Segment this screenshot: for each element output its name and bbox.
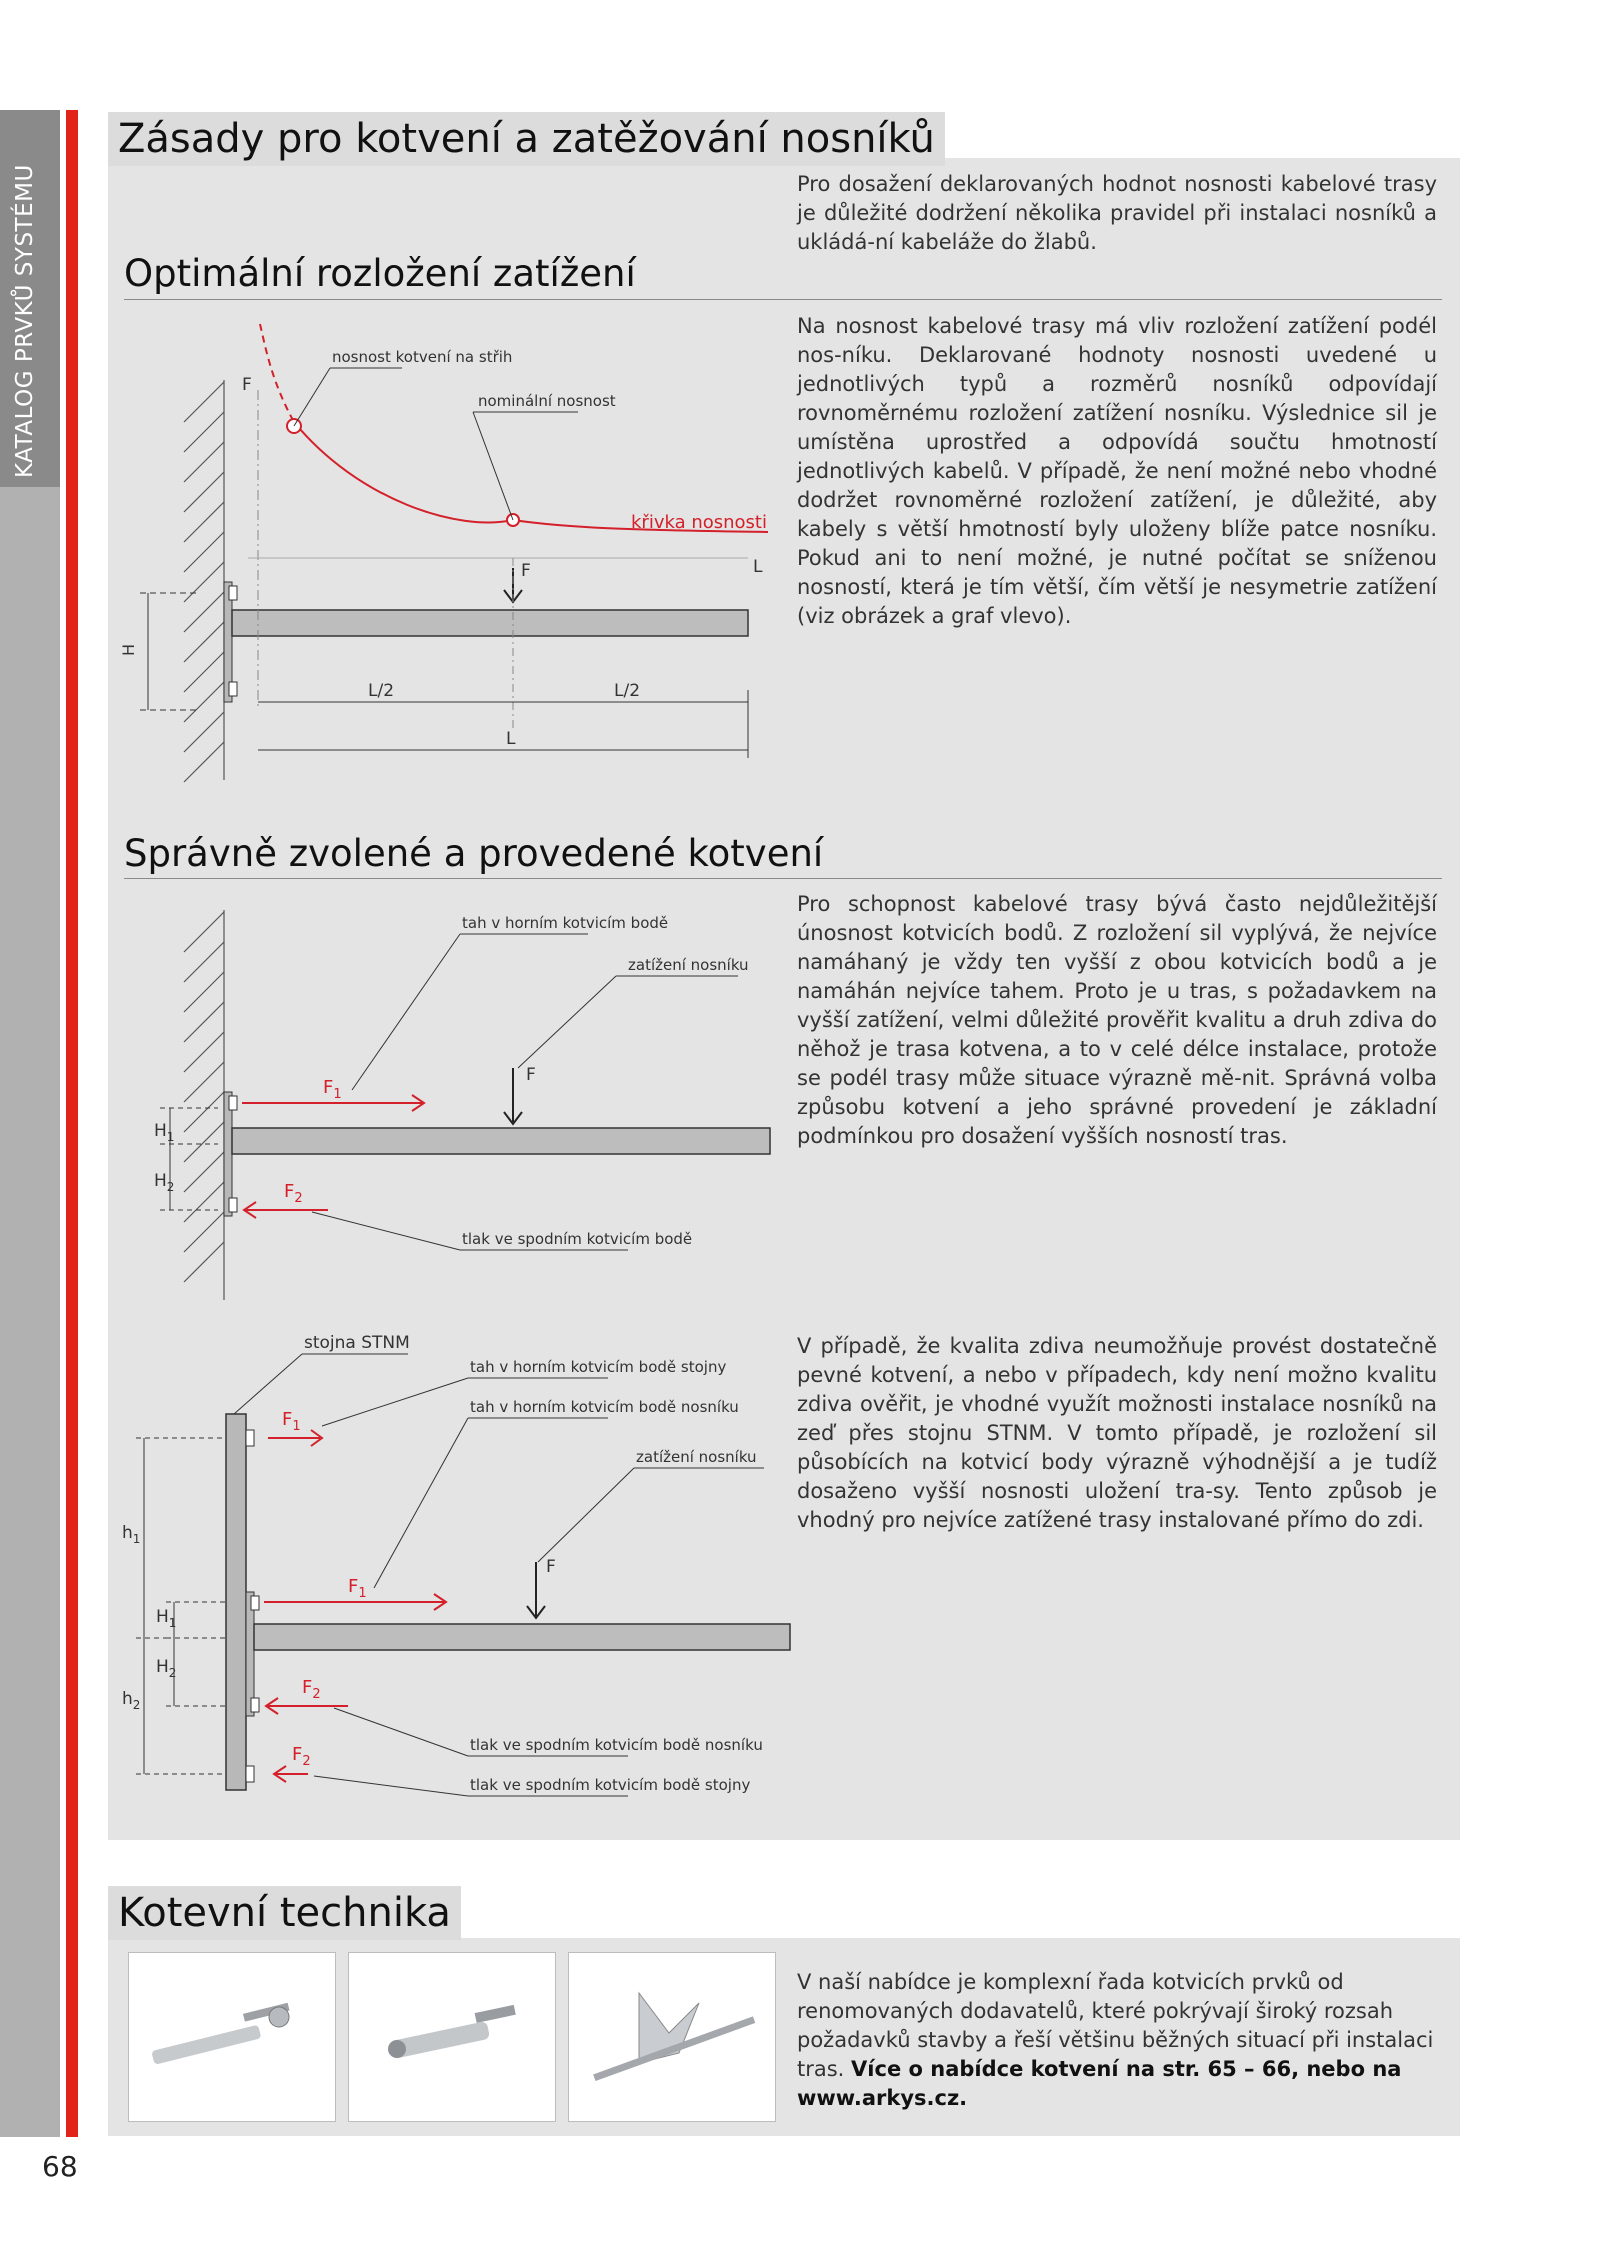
anchoring-tech-text xyxy=(797,1968,1445,2113)
section-title-anchoring-tech: Kotevní technika xyxy=(108,1886,461,1940)
capacity-curve-dashed xyxy=(260,324,294,422)
sidebar-label: KATALOG PRVKŮ SYSTÉMU xyxy=(12,164,38,478)
svg-text:F1: $F_1$ xyxy=(348,1576,367,1601)
label-half-length-right: L/2 xyxy=(614,681,641,701)
label-total-length: L xyxy=(506,729,516,749)
label-compression-stojna: tlak ve spodním kotvicím bodě stojny xyxy=(470,1776,751,1794)
label-beam-load-2: zatížení nosníku xyxy=(636,1448,757,1466)
anchor-bolt-icon xyxy=(129,1953,335,2121)
svg-text:F2: $F_2$ xyxy=(292,1744,311,1769)
wall-hatching xyxy=(184,380,224,782)
stnm-post xyxy=(226,1414,246,1790)
subtitle-optimal-load: Optimální rozložení zatížení xyxy=(124,252,636,295)
page-number: 68 xyxy=(42,2150,78,2183)
beam-3 xyxy=(254,1624,790,1650)
direct-anchoring-diagram xyxy=(108,890,788,1310)
subtitle-anchoring: Správně zvolené a provedené kotvení xyxy=(124,832,824,875)
anchoring-text: Pro schopnost kabelové trasy bývá často nejdůležitější únosnost kotvicích bodů. Z rozložení sil vyplývá, že nejvíce namáhaný je vždy ten vyšší z obou kotvicích bodů a je namáhán nejvíce tahem. Proto je u tras, s požadavkem na vyšší zatížení, velmi důležité prověřit kvalitu a druh zdiva do něhož je trasa kotvena, a to v celé délce instalace, protože se podél trasy může situace výrazně mě-nit. Správná volba způsobu kotvení a jeho správné provedení je základní podmínkou pro dosažení vyšších nosností tras. xyxy=(797,892,1437,1148)
label-f-axis: F xyxy=(242,375,252,395)
label-tension-top: tah v horním kotvicím bodě xyxy=(462,914,669,932)
subtitle-rule-2 xyxy=(124,878,1442,879)
label-half-length-left: L/2 xyxy=(368,681,395,701)
svg-text:H1: $H_1$ xyxy=(154,1121,175,1144)
label-nominal-capacity: nominální nosnost xyxy=(478,392,616,410)
photo-spring-toggle-bolt xyxy=(568,1952,776,2122)
svg-text:H2: $H_2$ xyxy=(156,1657,177,1680)
label-compression-beam: tlak ve spodním kotvicím bodě nosníku xyxy=(470,1736,763,1754)
label-capacity-curve: křivka nosnosti xyxy=(631,512,767,533)
label-height: H xyxy=(119,643,138,656)
beam xyxy=(232,610,748,636)
svg-text:h2: $h_2$ xyxy=(122,1689,141,1712)
intro-text: Pro dosažení deklarovaných hodnot nosnosti kabelové trasy je důležité dodržení několika pravidel při instalaci nosníků a ukládá-ní kabeláže do žlabů. xyxy=(797,172,1437,254)
section-title-principles: Zásady pro kotvení a zatěžování nosníků xyxy=(108,112,945,166)
anchoring-tech-text-plain: V naší nabídce je komplexní řada kotvicích prvků od renomovaných dodavatelů, které pokrývají široký rozsah požadavků stavby a řeší většinu běžných situací při instalaci tras. xyxy=(797,1970,1434,2081)
svg-text:H1: $H_1$ xyxy=(156,1607,177,1630)
svg-text:h1: $h_1$ xyxy=(122,1523,141,1546)
label-tension-stojna: tah v horním kotvicím bodě stojny xyxy=(470,1358,727,1376)
beam-2 xyxy=(232,1128,770,1154)
spring-toggle-bolt-icon xyxy=(569,1953,775,2121)
svg-text:F2: $F_2$ xyxy=(284,1181,303,1206)
photo-anchor-bolt xyxy=(128,1952,336,2122)
photo-hollow-wall-anchor xyxy=(348,1952,556,2122)
svg-text:F: F xyxy=(546,1557,556,1577)
svg-text:F1: $F_1$ xyxy=(282,1409,301,1434)
optimal-load-text: Na nosnost kabelové trasy má vliv rozložení zatížení podél nos-níku. Deklarované hodnoty nosnosti uvedené u jednotlivých typů a rozměrů nosníků odpovídají rovnoměrnému rozložení zatížení nosníku. Výslednice sil je umístěna uprostřed a odpovídá součtu hmotností jednotlivých kabelů. V případě, že není možné nebo vhodné dodržet rovnoměrné rozložení zatížení, je důležité, aby kabely s větší hmotností byly uloženy blíže patce nosníku. Pokud ani to není možné, je nutné počítat se sníženou nosností, která je tím větší, čím větší je nesymetrie zatížení (viz obrázek a graf vlevo). xyxy=(797,314,1437,628)
anchor-bolt-bottom xyxy=(229,682,237,696)
hollow-wall-anchor-icon xyxy=(349,1953,555,2121)
stnm-anchoring-diagram xyxy=(108,1318,808,1818)
label-shear-capacity: nosnost kotvení na střih xyxy=(332,348,513,366)
anchoring-tech-link[interactable]: Více o nabídce kotvení na str. 65 – 66, nebo na www.arkys.cz. xyxy=(797,2057,1402,2110)
label-force: F xyxy=(521,561,531,581)
label-stojna: stojna STNM xyxy=(304,1333,410,1353)
label-tension-beam: tah v horním kotvicím bodě nosníku xyxy=(470,1398,739,1416)
label-beam-load: zatížení nosníku xyxy=(628,956,749,974)
subtitle-rule xyxy=(124,299,1442,300)
svg-text:H2: $H_2$ xyxy=(154,1171,175,1194)
load-distribution-diagram xyxy=(108,310,788,800)
sidebar-accent-stripe xyxy=(66,110,78,2137)
svg-text:F1: $F_1$ xyxy=(323,1077,342,1102)
label-length-top: L xyxy=(753,557,763,577)
label-compression-bottom: tlak ve spodním kotvicím bodě xyxy=(462,1230,693,1248)
svg-text:F: F xyxy=(526,1065,536,1085)
wall-hatching-2 xyxy=(184,910,224,1300)
svg-text:F2: $F_2$ xyxy=(302,1677,321,1702)
anchor-bolt-top xyxy=(229,586,237,600)
stojna-text: V případě, že kvalita zdiva neumožňuje provést dostatečně pevné kotvení, a nebo v případech, kdy není možno kvalitu zdiva ověřit, je vhodné využít možnosti instalace nosníků na zeď přes stojnu STNM. V tomto případě, je rozložení sil působících na kotvicí body výrazně výhodnější a je tudíž dosaženo vyšší nosnosti uložení tra-sy. Tento způsob je vhodný pro nejvíce zatížené trasy instalované přímo do zdi. xyxy=(797,1334,1437,1532)
